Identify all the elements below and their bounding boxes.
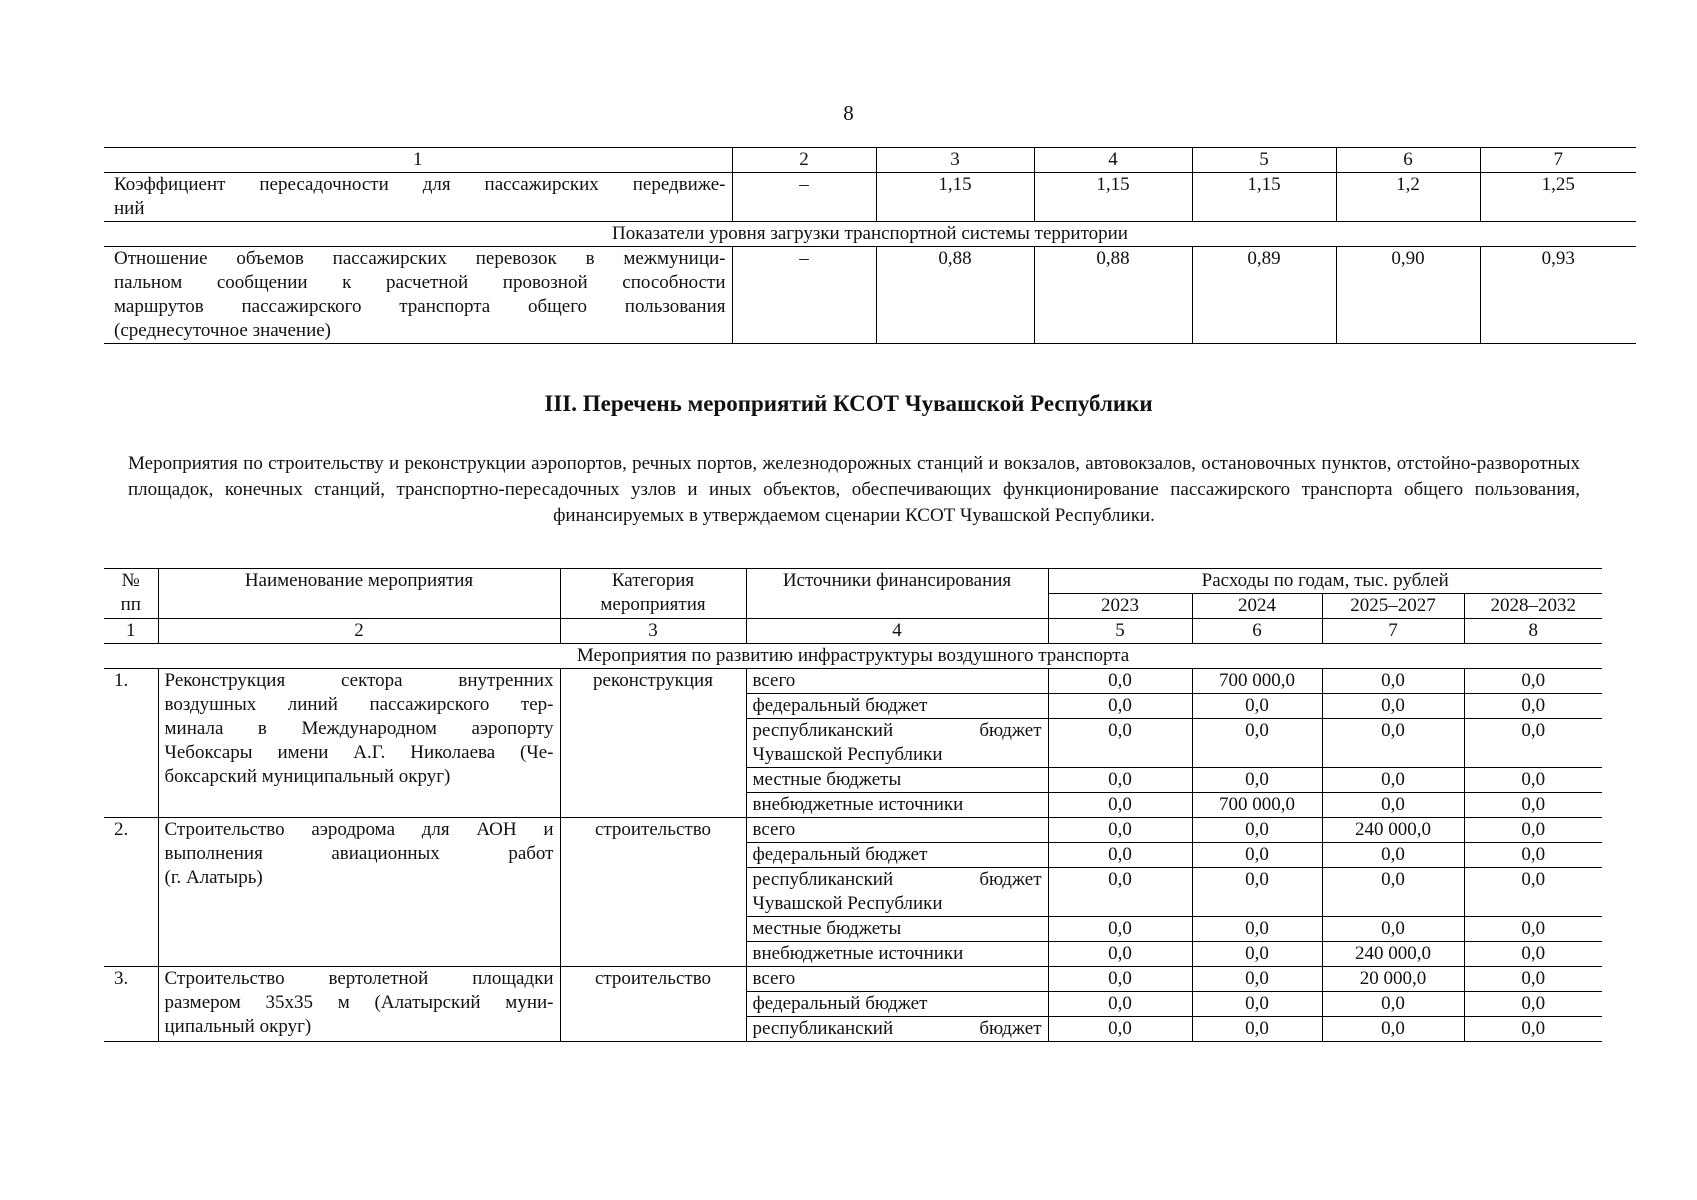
value-cell: 1,2 <box>1336 173 1480 222</box>
amount-cell: 0,0 <box>1322 917 1464 942</box>
table-row <box>104 247 1636 344</box>
table-header-row <box>104 569 1602 594</box>
funding-source: федеральный бюджет <box>746 843 1048 868</box>
funding-source: местные бюджеты <box>746 768 1048 793</box>
text-line: Строительство аэродрома для АОН и <box>164 819 554 840</box>
amount-cell: 0,0 <box>1322 992 1464 1017</box>
text-line: Строительство вертолетной площадки <box>164 968 554 989</box>
header-cell: 6 <box>1336 148 1480 173</box>
value-cell: 0,90 <box>1336 247 1480 344</box>
table-row <box>104 967 1602 992</box>
intro-paragraph: Мероприятия по строительству и реконструкции аэропортов, речных портов, железнодорожных станций и вокзалов, автовокзалов, остановочных пунктов, отстойно-разворотных площадок, конечных станций, транспортно-пересадочных узлов и иных объектов, обеспечивающих функционирование пассажирского транспорта общего пользования, финансируемых в утверждаемом сценарии КСОТ Чувашской Республики. <box>128 453 1580 526</box>
item-category: реконструкция <box>560 669 746 818</box>
item-name <box>158 967 560 1042</box>
value-cell: 1,25 <box>1480 173 1636 222</box>
amount-cell: 240 000,0 <box>1322 942 1464 967</box>
funding-source: всего <box>746 967 1048 992</box>
value-cell: 0,89 <box>1192 247 1336 344</box>
funding-source <box>746 868 1048 917</box>
amount-cell: 0,0 <box>1322 843 1464 868</box>
text-line: (среднесуточное значение) <box>114 320 331 341</box>
funding-source: всего <box>746 818 1048 843</box>
text-line: Коэффициент пересадочности для пассажирских передвиже- <box>114 174 726 195</box>
amount-cell: 0,0 <box>1048 1017 1192 1042</box>
amount-cell: 0,0 <box>1192 818 1322 843</box>
funding-source: федеральный бюджет <box>746 694 1048 719</box>
amount-cell: 0,0 <box>1464 967 1602 992</box>
amount-cell: 20 000,0 <box>1322 967 1464 992</box>
funding-source: федеральный бюджет <box>746 992 1048 1017</box>
value-cell: – <box>732 173 876 222</box>
text-line: Чувашской Республики <box>752 893 943 914</box>
text-line: республиканский бюджет <box>752 869 1042 890</box>
amount-cell: 0,0 <box>1464 942 1602 967</box>
text-line: ципальный округ) <box>164 1016 312 1037</box>
amount-cell: 0,0 <box>1322 768 1464 793</box>
amount-cell: 700 000,0 <box>1192 669 1322 694</box>
header-expenses: Расходы по годам, тыс. рублей <box>1048 569 1602 594</box>
header-cell: 7 <box>1480 148 1636 173</box>
amount-cell: 700 000,0 <box>1192 793 1322 818</box>
amount-cell: 0,0 <box>1192 942 1322 967</box>
amount-cell: 0,0 <box>1464 793 1602 818</box>
header-year: 2024 <box>1192 594 1322 619</box>
table-index-row <box>104 619 1602 644</box>
amount-cell: 0,0 <box>1048 768 1192 793</box>
text-line: республиканский бюджет <box>752 1018 1042 1039</box>
header-category <box>560 569 746 619</box>
text-line: Чувашской Республики <box>752 744 943 765</box>
amount-cell: 0,0 <box>1322 719 1464 768</box>
header-name: Наименование мероприятия <box>158 569 560 619</box>
header-year: 2025–2027 <box>1322 594 1464 619</box>
item-category: строительство <box>560 967 746 1042</box>
text-line: боксарский муниципальный округ) <box>164 766 451 787</box>
amount-cell: 0,0 <box>1192 719 1322 768</box>
item-number: 2. <box>104 818 158 967</box>
amount-cell: 0,0 <box>1192 868 1322 917</box>
table-row <box>104 669 1602 694</box>
amount-cell: 0,0 <box>1192 694 1322 719</box>
amount-cell: 0,0 <box>1048 868 1192 917</box>
amount-cell: 0,0 <box>1192 967 1322 992</box>
amount-cell: 240 000,0 <box>1322 818 1464 843</box>
indicators-table <box>104 147 1636 344</box>
amount-cell: 0,0 <box>1322 793 1464 818</box>
amount-cell: 0,0 <box>1464 917 1602 942</box>
amount-cell: 0,0 <box>1048 793 1192 818</box>
value-cell: 1,15 <box>1034 173 1192 222</box>
header-year: 2023 <box>1048 594 1192 619</box>
index-cell: 6 <box>1192 619 1322 644</box>
index-cell: 2 <box>158 619 560 644</box>
item-name <box>158 818 560 967</box>
amount-cell: 0,0 <box>1048 967 1192 992</box>
header-line: № <box>121 570 140 591</box>
header-line: пп <box>120 594 141 615</box>
section-title: Показатели уровня загрузки транспортной системы территории <box>104 222 1636 247</box>
amount-cell: 0,0 <box>1048 917 1192 942</box>
text-line: Реконструкция сектора внутренних <box>164 670 554 691</box>
amount-cell: 0,0 <box>1048 992 1192 1017</box>
header-year: 2028–2032 <box>1464 594 1602 619</box>
value-cell: – <box>732 247 876 344</box>
header-number <box>104 569 158 619</box>
index-cell: 7 <box>1322 619 1464 644</box>
amount-cell: 0,0 <box>1192 1017 1322 1042</box>
funding-source: внебюджетные источники <box>746 942 1048 967</box>
table-row <box>104 818 1602 843</box>
amount-cell: 0,0 <box>1322 669 1464 694</box>
text-line: воздушных линий пассажирского тер- <box>164 694 554 715</box>
header-cell: 1 <box>104 148 732 173</box>
header-sources: Источники финансирования <box>746 569 1048 619</box>
index-cell: 3 <box>560 619 746 644</box>
indicator-name <box>104 173 732 222</box>
text-line: ний <box>114 198 145 219</box>
indicator-name <box>104 247 732 344</box>
funding-source <box>746 1017 1048 1042</box>
value-cell: 1,15 <box>1192 173 1336 222</box>
item-category: строительство <box>560 818 746 967</box>
amount-cell: 0,0 <box>1192 768 1322 793</box>
amount-cell: 0,0 <box>1048 843 1192 868</box>
funding-source: внебюджетные источники <box>746 793 1048 818</box>
amount-cell: 0,0 <box>1464 719 1602 768</box>
index-cell: 5 <box>1048 619 1192 644</box>
value-cell: 1,15 <box>876 173 1034 222</box>
section-title: Мероприятия по развитию инфраструктуры воздушного транспорта <box>104 644 1602 669</box>
amount-cell: 0,0 <box>1464 818 1602 843</box>
amount-cell: 0,0 <box>1322 868 1464 917</box>
amount-cell: 0,0 <box>1464 868 1602 917</box>
item-name <box>158 669 560 818</box>
funding-source: местные бюджеты <box>746 917 1048 942</box>
section-row <box>104 222 1636 247</box>
funding-source <box>746 719 1048 768</box>
index-cell: 1 <box>104 619 158 644</box>
item-number: 1. <box>104 669 158 818</box>
value-cell: 0,88 <box>1034 247 1192 344</box>
header-cell: 3 <box>876 148 1034 173</box>
value-cell: 0,93 <box>1480 247 1636 344</box>
amount-cell: 0,0 <box>1464 992 1602 1017</box>
amount-cell: 0,0 <box>1048 719 1192 768</box>
section-heading: III. Перечень мероприятий КСОТ Чувашской Республики <box>544 391 1153 416</box>
text-line: маршрутов пассажирского транспорта общего пользования <box>114 296 726 317</box>
table-header-row <box>104 148 1636 173</box>
amount-cell: 0,0 <box>1048 942 1192 967</box>
text-line: минала в Международном аэропорту <box>164 718 554 739</box>
amount-cell: 0,0 <box>1192 917 1322 942</box>
text-line: (г. Алатырь) <box>164 867 263 888</box>
header-line: Категория <box>611 570 695 591</box>
amount-cell: 0,0 <box>1464 669 1602 694</box>
text-line: Отношение объемов пассажирских перевозок в межмуници- <box>114 248 726 269</box>
value-cell: 0,88 <box>876 247 1034 344</box>
header-cell: 2 <box>732 148 876 173</box>
amount-cell: 0,0 <box>1464 843 1602 868</box>
header-cell: 5 <box>1192 148 1336 173</box>
amount-cell: 0,0 <box>1464 768 1602 793</box>
amount-cell: 0,0 <box>1322 694 1464 719</box>
amount-cell: 0,0 <box>1048 694 1192 719</box>
header-line: мероприятия <box>600 594 706 615</box>
index-cell: 8 <box>1464 619 1602 644</box>
text-line: Чебоксары имени А.Г. Николаева (Че- <box>164 742 554 763</box>
amount-cell: 0,0 <box>1048 669 1192 694</box>
measures-table <box>104 568 1602 1042</box>
text-line: размером 35х35 м (Алатырский муни- <box>164 992 554 1013</box>
section-row <box>104 644 1602 669</box>
amount-cell: 0,0 <box>1192 843 1322 868</box>
page-number: 8 <box>843 101 854 125</box>
amount-cell: 0,0 <box>1322 1017 1464 1042</box>
header-cell: 4 <box>1034 148 1192 173</box>
index-cell: 4 <box>746 619 1048 644</box>
text-line: выполнения авиационных работ <box>164 843 554 864</box>
text-line: пальном сообщении к расчетной провозной способности <box>114 272 726 293</box>
text-line: республиканский бюджет <box>752 720 1042 741</box>
item-number: 3. <box>104 967 158 1042</box>
funding-source: всего <box>746 669 1048 694</box>
amount-cell: 0,0 <box>1048 818 1192 843</box>
table-row <box>104 173 1636 222</box>
amount-cell: 0,0 <box>1192 992 1322 1017</box>
amount-cell: 0,0 <box>1464 1017 1602 1042</box>
amount-cell: 0,0 <box>1464 694 1602 719</box>
